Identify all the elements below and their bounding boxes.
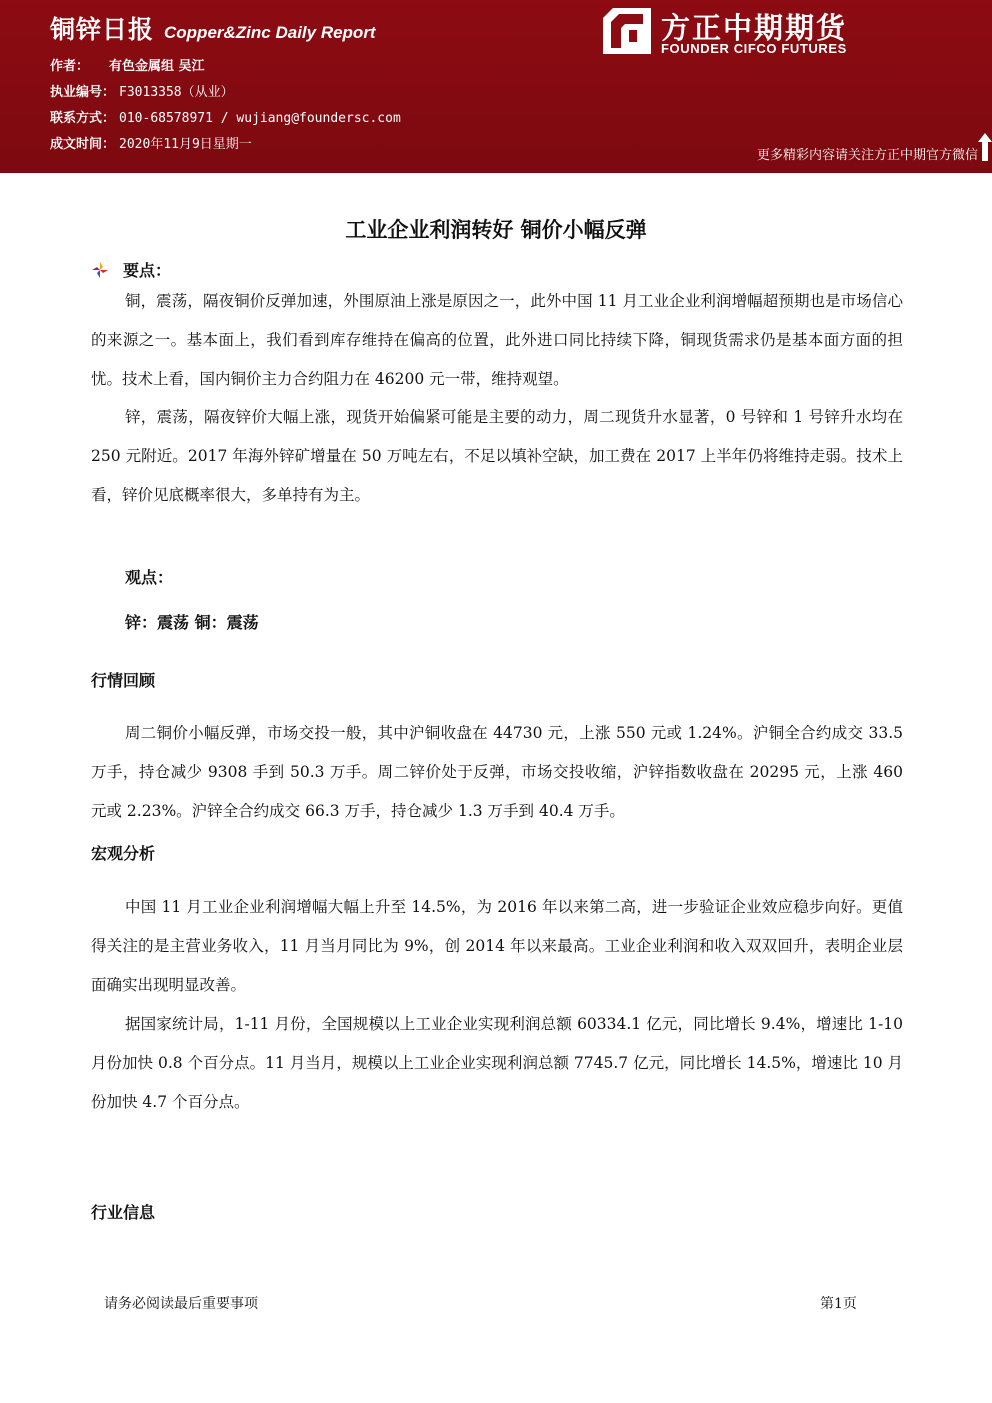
logo-text-cn: 方正中期期货 (661, 11, 848, 45)
market-review-paragraph: 周二铜价小幅反弹，市场交投一般，其中沪铜收盘在 44730 元，上涨 550 元或 1.24%。沪铜全合约成交 33.5 万手，持仓减少 9308 手到 50.3 万手。周二锌价处于反弹，市场交投收缩，沪锌指数收盘在 20295 元，上涨 460 元或 2.23%。沪锌全合约成交 66.3 万手，持仓减少 1.3 万手到 40.4 万手。 (91, 724, 903, 820)
report-title-en: Copper&Zinc Daily Report (164, 23, 376, 42)
date-line (50, 133, 252, 152)
keypoints-heading (91, 258, 171, 281)
view-text: 锌：震荡 铜：震荡 (125, 613, 259, 632)
zinc-paragraph: 锌，震荡，隔夜锌价大幅上涨，现货开始偏紧可能是主要的动力，周二现货升水显著，0 号锌和 1 号锌升水均在 250 元附近。2017 年海外锌矿增量在 50 万吨左右，不足以填补空缺，加工费在 2017 上半年仍将维持走弱。技术上看，锌价见底概率很大，多单持有为主。 (91, 408, 903, 504)
logo-text-en: FOUNDER CIFCO FUTURES (661, 41, 847, 56)
page-number: 第1页 (820, 1296, 857, 1312)
date-value: 2020年11月9日星期一 (119, 137, 252, 152)
founder-logo-icon (603, 8, 651, 54)
report-title-cn: 铜锌日报 (50, 15, 155, 44)
report-title-row (50, 10, 376, 46)
contact-line (50, 107, 401, 126)
heading-industry-info: 行业信息 (91, 1203, 156, 1222)
author-line (50, 55, 205, 74)
keypoints-label: 要点： (123, 261, 172, 280)
license-line (50, 81, 234, 100)
heading-market-review: 行情回顾 (91, 671, 156, 690)
copper-paragraph: 铜，震荡，隔夜铜价反弹加速，外围原油上涨是原因之一，此外中国 11 月工业企业利润增幅超预期也是市场信心的来源之一。基本面上，我们看到库存维持在偏高的位置，此外进口同比持续下降，铜现货需求仍是基本面方面的担忧。技术上看，国内铜价主力合约阻力在 46200 元一带，维持观望。 (91, 292, 903, 388)
wechat-note: 更多精彩内容请关注方正中期官方微信 (756, 148, 978, 163)
author-value: 有色金属组 吴江 (109, 59, 205, 74)
license-value: F3013358（从业） (119, 85, 234, 100)
bullet-diamond-icon (91, 261, 109, 279)
company-logo (603, 8, 863, 58)
macro-paragraph-1: 中国 11 月工业企业利润增幅大幅上升至 14.5%，为 2016 年以来第二高，进一步验证企业效应稳步向好。更值得关注的是主营业务收入，11 月当月同比为 9%，创 2014 年以来最高。工业企业利润和收入双双回升，表明企业层面确实出现明显改善。 (91, 898, 903, 994)
heading-macro-analysis: 宏观分析 (91, 844, 156, 863)
view-label: 观点： (125, 568, 174, 587)
report-header (0, 0, 992, 173)
document-title: 工业企业利润转好 铜价小幅反弹 (345, 218, 647, 242)
contact-label: 联系方式： (50, 111, 116, 126)
contact-value: 010-68578971 / wujiang@foundersc.com (119, 111, 401, 126)
macro-paragraph-2: 据国家统计局，1-11 月份，全国规模以上工业企业实现利润总额 60334.1 亿元，同比增长 9.4%，增速比 1-10 月份加快 0.8 个百分点。11 月当月，规模以上工业企业实现利润总额 7745.7 亿元，同比增长 14.5%，增速比 10 月份加快 4.7 个百分点。 (91, 1015, 903, 1111)
license-label: 执业编号： (50, 85, 116, 100)
date-label: 成文时间： (50, 137, 116, 152)
up-arrow-icon (978, 133, 992, 161)
author-label: 作者： (50, 59, 90, 74)
footer-note: 请务必阅读最后重要事项 (104, 1296, 258, 1312)
